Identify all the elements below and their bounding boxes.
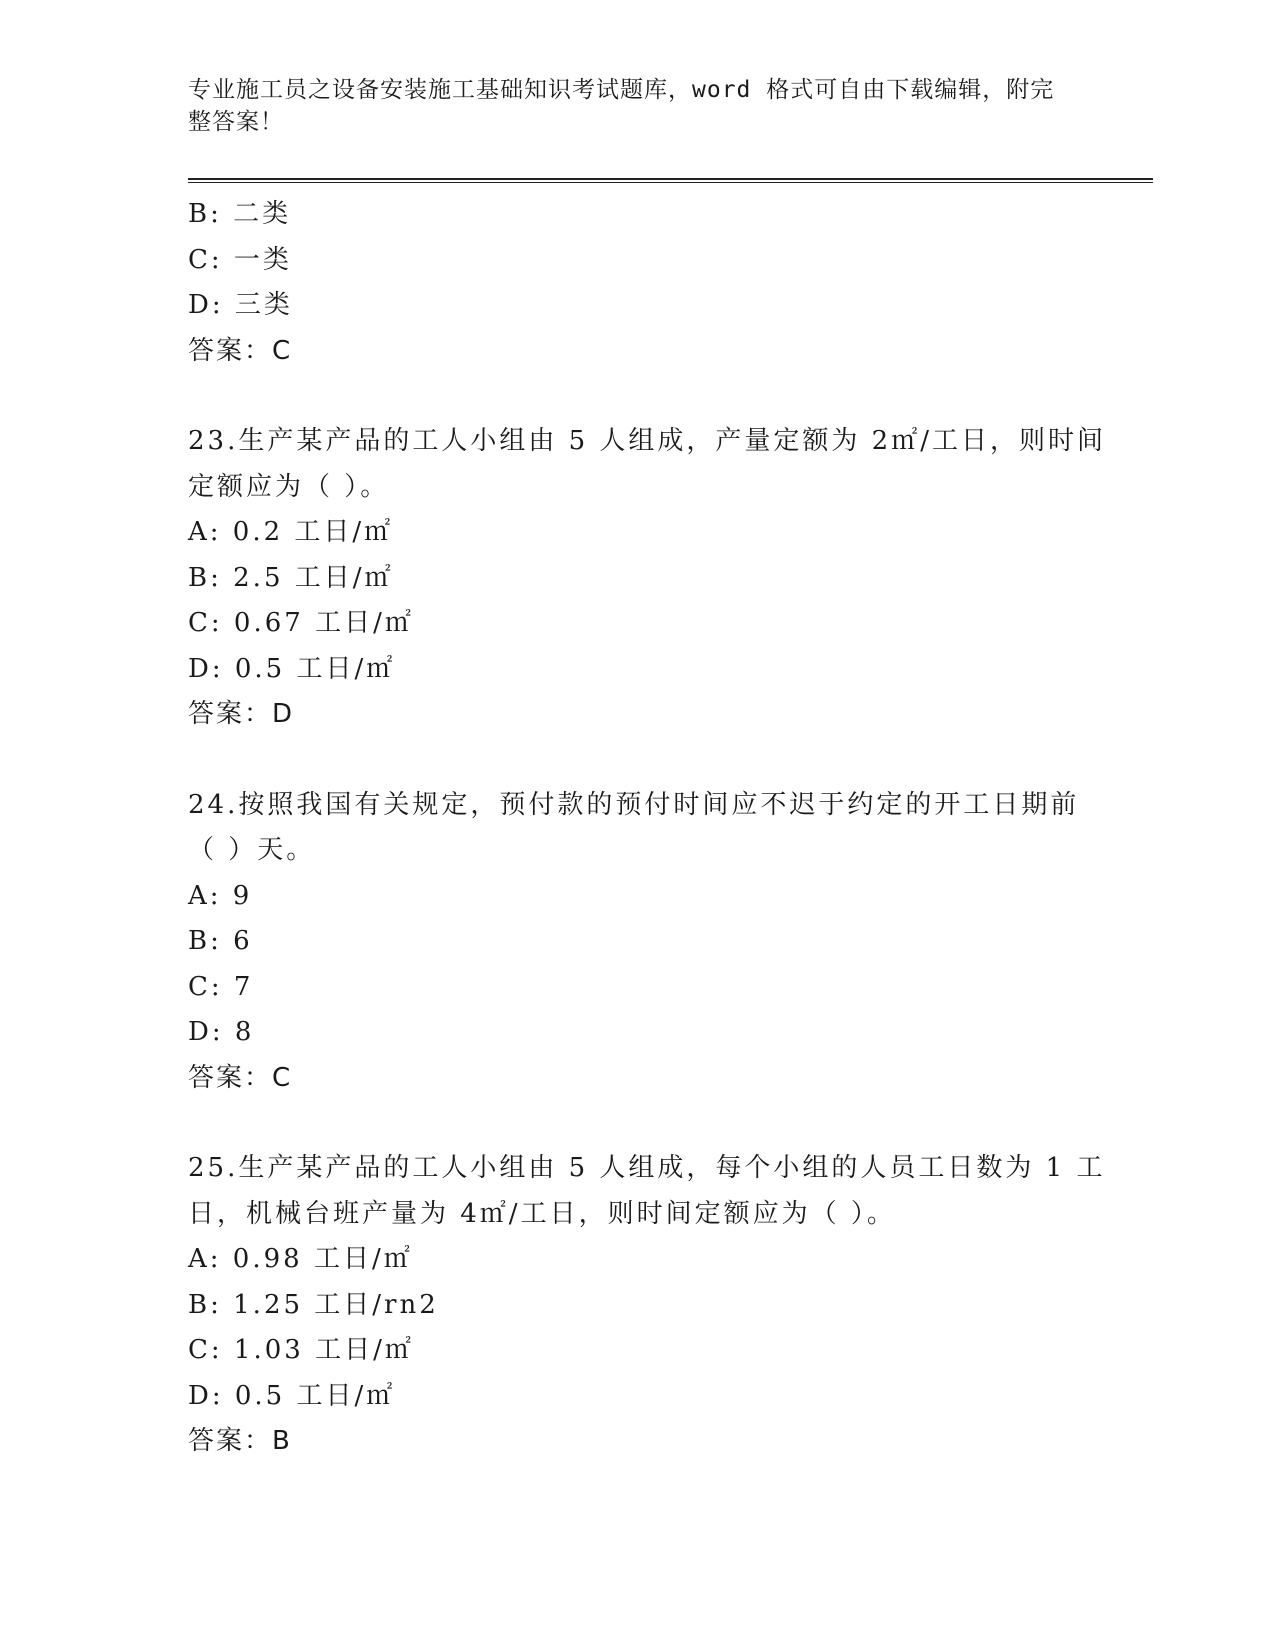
question-24 xyxy=(188,783,1088,1102)
question-stem: （ ）天。 xyxy=(188,835,316,865)
question-stem: 定额应为（ ）。 xyxy=(188,471,390,502)
header-title-line: 专业施工员之设备安装施工基础知识考试题库，word 格式可自由下载编辑，附完 xyxy=(188,77,1055,103)
answer-line: 答案：C xyxy=(188,335,293,366)
header-divider xyxy=(188,178,1153,183)
page-header xyxy=(188,74,1088,138)
option-d: D: 0.5 工日/㎡ xyxy=(188,1380,396,1411)
option-c: C: 1.03 工日/㎡ xyxy=(188,1335,414,1365)
question-25 xyxy=(188,1146,1106,1465)
question-22-continued xyxy=(188,192,1088,374)
question-stem: 日，机械台班产量为 4㎡/工日，则时间定额应为（ ）。 xyxy=(188,1198,896,1229)
option-b: B: 6 xyxy=(188,926,253,956)
option-b: B: 2.5 工日/㎡ xyxy=(188,562,394,593)
question-stem: 23.生产某产品的工人小组由 5 人组成，产量定额为 2㎡/工日，则时间 xyxy=(188,426,1106,456)
option-c: C: 一类 xyxy=(188,244,292,275)
option-a: A: 9 xyxy=(188,880,253,911)
option-d: D: 三类 xyxy=(188,290,293,320)
option-c: C: 7 xyxy=(188,971,254,1002)
question-stem: 24.按照我国有关规定，预付款的预付时间应不迟于约定的开工日期前 xyxy=(188,789,1080,820)
question-23 xyxy=(188,419,1106,738)
option-a: A: 0.98 工日/㎡ xyxy=(188,1244,413,1274)
option-a: A: 0.2 工日/㎡ xyxy=(188,517,394,547)
question-list xyxy=(188,192,1106,1510)
header-title-line: 整答案！ xyxy=(188,109,284,135)
question-stem: 25.生产某产品的工人小组由 5 人组成，每个小组的人员工日数为 1 工 xyxy=(188,1153,1106,1183)
option-c: C: 0.67 工日/㎡ xyxy=(188,608,414,638)
answer-line: 答案：B xyxy=(188,1426,292,1456)
answer-line: 答案：D xyxy=(188,699,295,729)
option-d: D: 8 xyxy=(188,1017,255,1047)
answer-line: 答案：C xyxy=(188,1062,293,1093)
option-b: B: 二类 xyxy=(188,199,292,229)
option-d: D: 0.5 工日/㎡ xyxy=(188,653,396,684)
option-b: B: 1.25 工日/rn2 xyxy=(188,1289,439,1320)
